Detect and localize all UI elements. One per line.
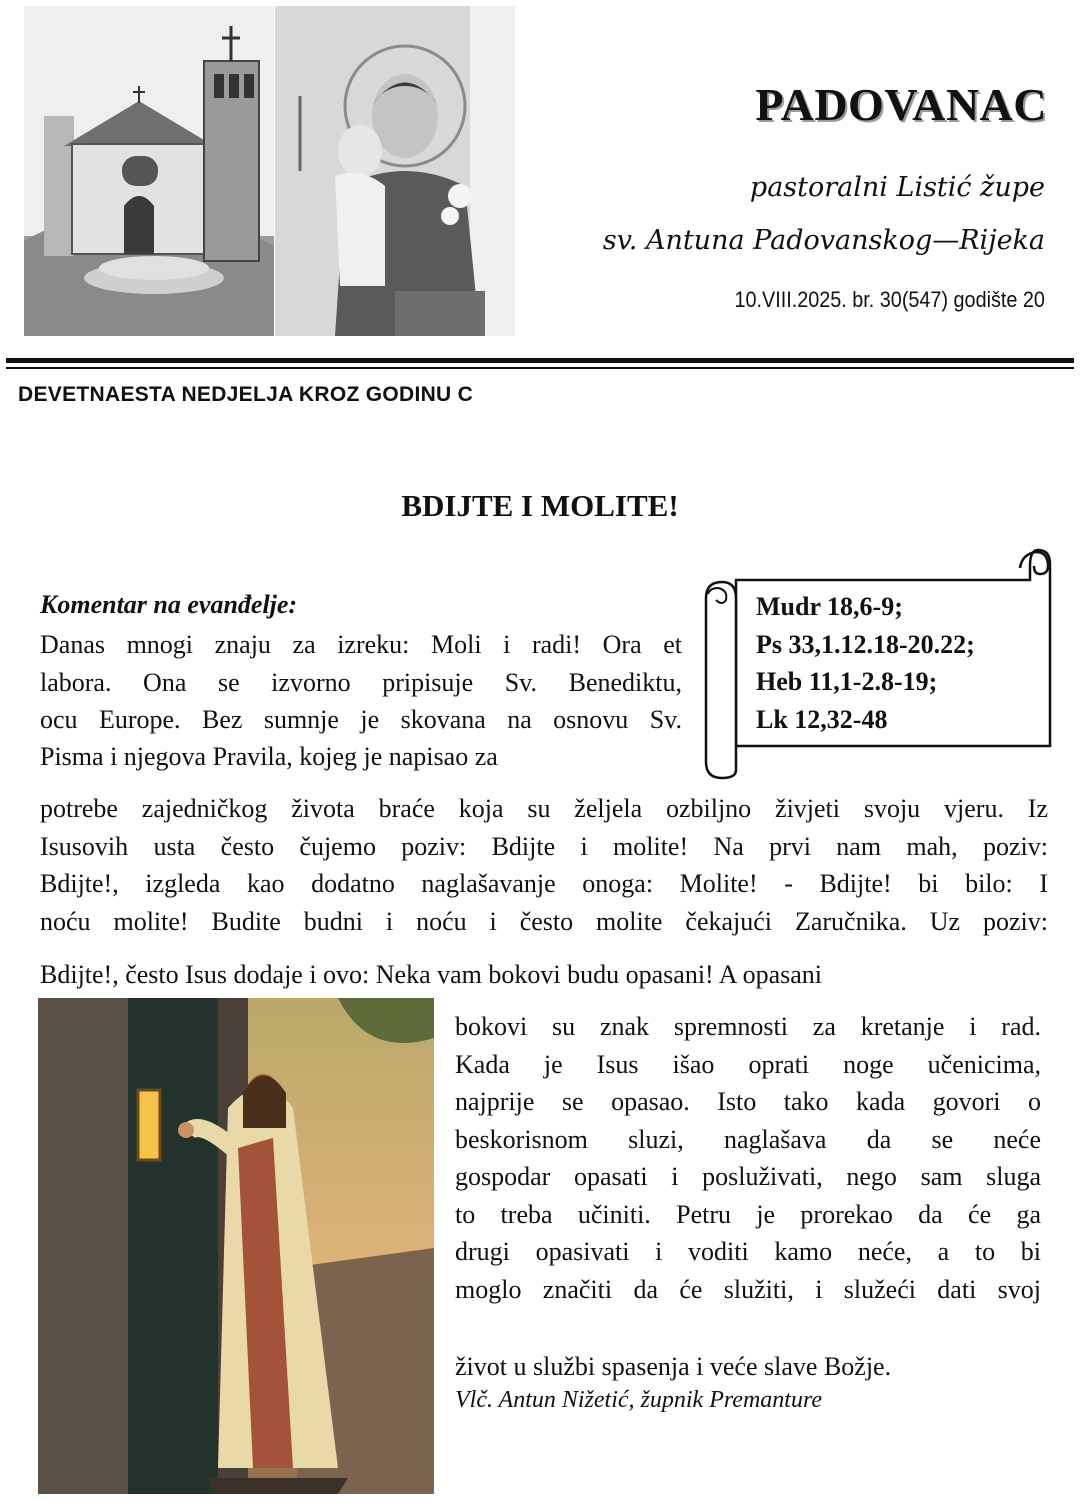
commentary-intro-line: labora. Ona se izvorno pripisuje Sv. Benediktu, [40,667,682,697]
article-headline: BDIJTE I MOLITE! [401,488,679,523]
article-author: Vlč. Antun Nižetić, župnik Premanture [455,1387,823,1413]
commentary-right-line: najprije se opasao. Isto tako kada govori o [455,1087,1041,1116]
newsletter-subtitle-line1: pastoralni Listić župe [749,172,1045,203]
newsletter-title: PADOVANAC [755,79,1047,130]
commentary-body-right [455,1008,1041,1308]
newsletter-subtitle-line2: sv. Antuna Padovanskog—Rijeka [602,225,1045,256]
commentary-intro-line: Danas mnogi znaju za izreku: Moli i radi! Ora et [40,630,682,659]
church-photo [24,6,274,336]
saint-anthony-image [275,6,515,336]
saint-illustration [275,6,515,336]
commentary-right-line: beskorisnom sluzi, naglašava da se neće [455,1124,1041,1154]
header-divider-thick [6,358,1074,363]
commentary-right-line: bokovi su znak spremnosti za kretanje i rad. [455,1012,1041,1041]
header-divider-thin [6,367,1074,369]
issue-info: 10.VIII.2025. br. 30(547) godište 20 [734,287,1045,312]
jesus-knocking-image [38,998,434,1494]
readings-list [756,588,975,738]
commentary-intro-last [40,738,498,776]
reading-2: Ps 33,1.12.18-20.22; [756,629,975,659]
commentary-line: Bdijte!, često Isus dodaje i ovo: Neka vam bokovi budu opasani! A opasani [40,960,823,989]
commentary-right-line: to treba učiniti. Petru je prorekao da će ga [455,1199,1041,1229]
sunday-heading: DEVETNAESTA NEDJELJA KROZ GODINU C [18,383,474,406]
commentary-line: Bdijte!, izgleda kao dodatno naglašavanje onoga: Molite! - Bdijte! bi bilo: I [40,869,1048,898]
commentary-body-right-last [455,1348,891,1386]
commentary-label: Komentar na evanđelje: [40,590,298,619]
commentary-right-line: drugi opasivati i voditi kamo neće, a to bi [455,1237,1041,1266]
reading-3: Heb 11,1-2.8-19; [756,667,938,696]
reading-4: Lk 12,32-48 [756,704,888,734]
commentary-intro-line: ocu Europe. Bez sumnje je skovana na osnovu Sv. [40,705,682,734]
commentary-body-last-full [40,956,822,994]
jesus-illustration [38,998,434,1494]
commentary-body-full [40,790,1048,940]
commentary-line: noću molite! Budite budni i noću i često molite čekajući Zaručnika. Uz poziv: [40,906,1048,936]
commentary-right-line: moglo značiti da će služiti, i služeći dati svoj [455,1274,1041,1304]
commentary-line: Isusovih usta često čujemo poziv: Bdijte i molite! Na prvi nam mah, poziv: [40,831,1048,861]
commentary-intro-line: Pisma i njegova Pravila, kojeg je napisao za [40,742,498,771]
reading-1: Mudr 18,6-9; [756,592,903,621]
commentary-right-line: Kada je Isus išao oprati noge učenicima, [455,1049,1041,1079]
commentary-intro [40,626,682,739]
church-illustration [24,6,274,336]
commentary-right-line: život u službi spasenja i veće slave Božje. [455,1352,892,1381]
commentary-line: potrebe zajedničkog života braće koja su željela ozbiljno živjeti svoju vjeru. Iz [40,794,1048,823]
commentary-right-line: gospodar opasati i posluživati, nego sam sluga [455,1162,1041,1191]
